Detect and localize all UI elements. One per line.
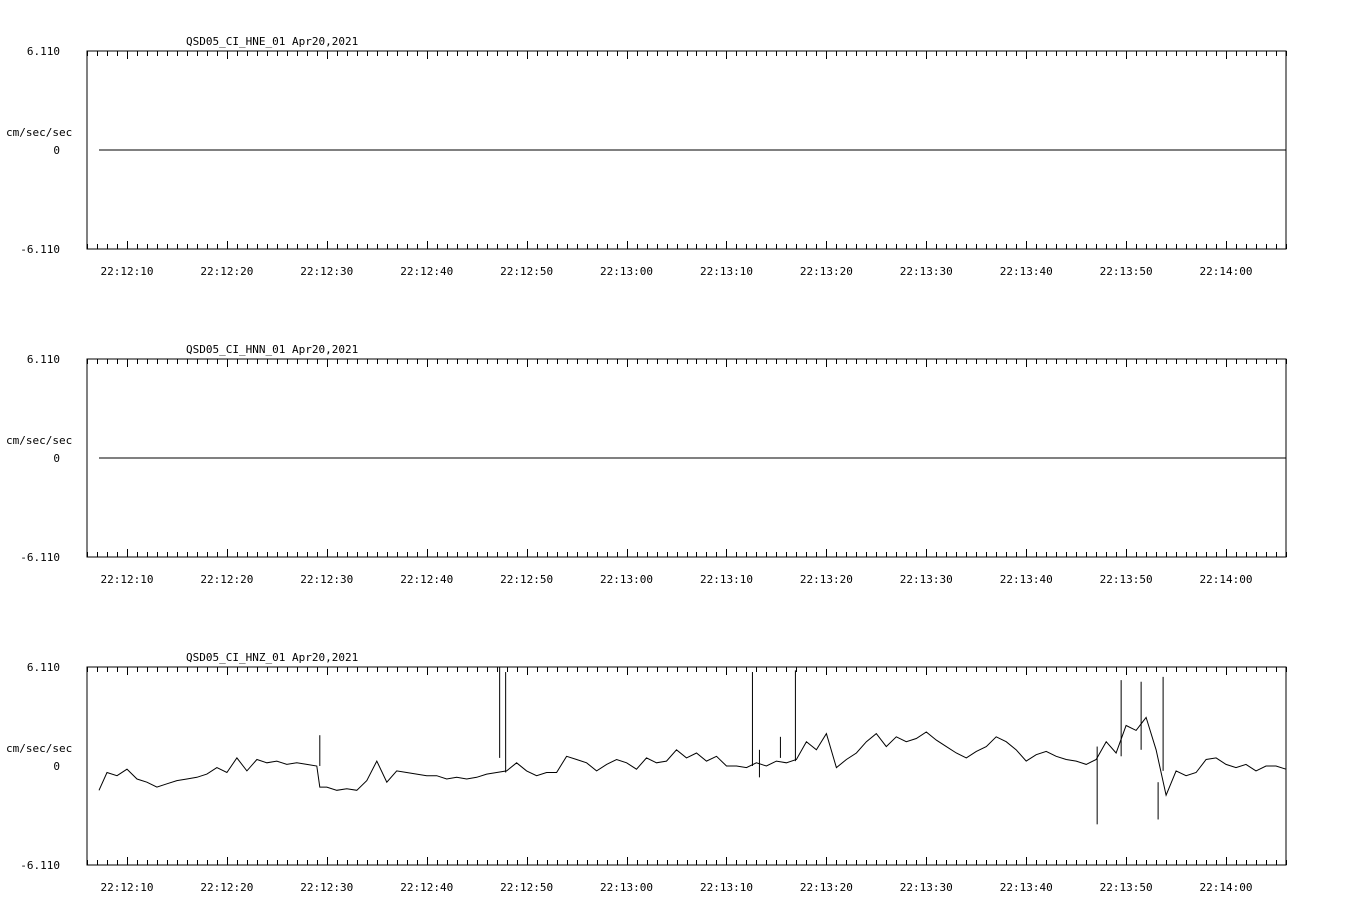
y-axis-label: cm/sec/sec [6,742,73,755]
x-tick-label: 22:13:10 [699,265,753,278]
x-tick-label: 22:13:00 [600,265,654,278]
x-tick-label: 22:14:00 [1199,265,1253,278]
panel-title: QSD05_CI_HNZ_01 Apr20,2021 [186,651,359,664]
x-tick-label: 22:12:40 [400,573,454,586]
x-tick-label: 22:12:20 [200,881,254,894]
panel-title: QSD05_CI_HNN_01 Apr20,2021 [186,343,359,356]
x-tick-label: 22:13:50 [1099,265,1153,278]
panel-title: QSD05_CI_HNE_01 Apr20,2021 [186,35,359,48]
y-tick-label: 0 [53,452,60,465]
x-tick-label: 22:13:40 [999,573,1053,586]
y-tick-label: 6.110 [26,353,60,366]
x-tick-label: 22:14:00 [1199,881,1253,894]
y-tick-label: -6.110 [20,859,60,872]
x-tick-label: 22:12:10 [100,265,154,278]
x-tick-label: 22:12:50 [500,573,554,586]
plot-frame [87,667,1286,865]
x-tick-label: 22:13:20 [799,265,853,278]
x-tick-label: 22:13:10 [699,881,753,894]
x-tick-label: 22:13:40 [999,881,1053,894]
x-tick-label: 22:13:50 [1099,573,1153,586]
y-tick-label: -6.110 [20,551,60,564]
x-tick-label: 22:12:40 [400,265,454,278]
x-tick-label: 22:13:40 [999,265,1053,278]
waveform-trace [99,717,1286,795]
x-tick-label: 22:12:10 [100,573,154,586]
x-tick-label: 22:12:20 [200,573,254,586]
y-tick-label: 0 [53,144,60,157]
y-tick-label: 6.110 [26,661,60,674]
x-tick-label: 22:13:00 [600,573,654,586]
x-tick-label: 22:12:30 [300,265,354,278]
seismogram-panel [6,35,1287,278]
x-tick-label: 22:13:30 [899,573,953,586]
seismogram-panel [6,343,1287,586]
x-tick-label: 22:13:00 [600,881,654,894]
x-tick-label: 22:12:50 [500,265,554,278]
x-tick-label: 22:13:10 [699,573,753,586]
x-tick-label: 22:12:10 [100,881,154,894]
y-tick-label: 6.110 [26,45,60,58]
x-tick-label: 22:13:30 [899,265,953,278]
seismogram-panel [6,651,1287,894]
y-axis-label: cm/sec/sec [6,434,73,447]
x-tick-label: 22:13:50 [1099,881,1153,894]
x-tick-label: 22:12:40 [400,881,454,894]
y-axis-label: cm/sec/sec [6,126,73,139]
y-tick-label: 0 [53,760,60,773]
x-tick-label: 22:13:20 [799,881,853,894]
x-tick-label: 22:12:30 [300,881,354,894]
x-tick-label: 22:13:30 [899,881,953,894]
x-tick-label: 22:12:50 [500,881,554,894]
x-tick-label: 22:12:30 [300,573,354,586]
x-tick-label: 22:13:20 [799,573,853,586]
y-tick-label: -6.110 [20,243,60,256]
x-tick-label: 22:14:00 [1199,573,1253,586]
x-tick-label: 22:12:20 [200,265,254,278]
